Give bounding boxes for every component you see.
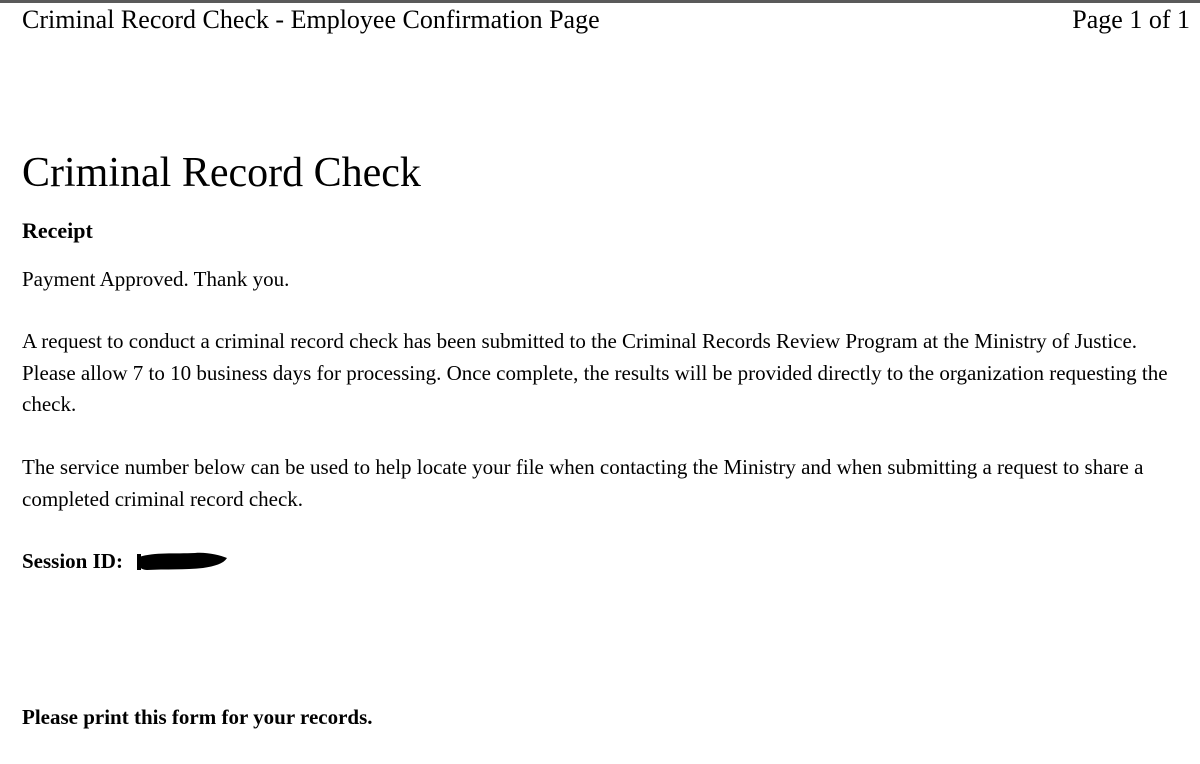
page-indicator: Page 1 of 1: [1072, 5, 1190, 34]
request-paragraph: A request to conduct a criminal record check has been submitted to the Criminal Records Review Program at the Ministry of Justice. Please allow 7 to 10 business days for processing. Once complete, the results will be provided directly to the organization requesting the check.: [22, 329, 1168, 416]
page-header: [22, 3, 1190, 37]
print-note: Please print this form for your records.: [22, 705, 373, 729]
session-id-label: Session ID:: [22, 549, 123, 573]
service-number-paragraph: The service number below can be used to help locate your file when contacting the Ministry and when submitting a request to share a completed criminal record check.: [22, 455, 1144, 511]
session-id-redaction: [135, 550, 227, 572]
payment-status: Payment Approved. Thank you.: [22, 267, 290, 291]
header-title: Criminal Record Check - Employee Confirmation Page: [22, 5, 600, 34]
document-title: Criminal Record Check: [22, 150, 421, 196]
receipt-heading: Receipt: [22, 218, 93, 243]
session-id-row: [22, 547, 227, 575]
